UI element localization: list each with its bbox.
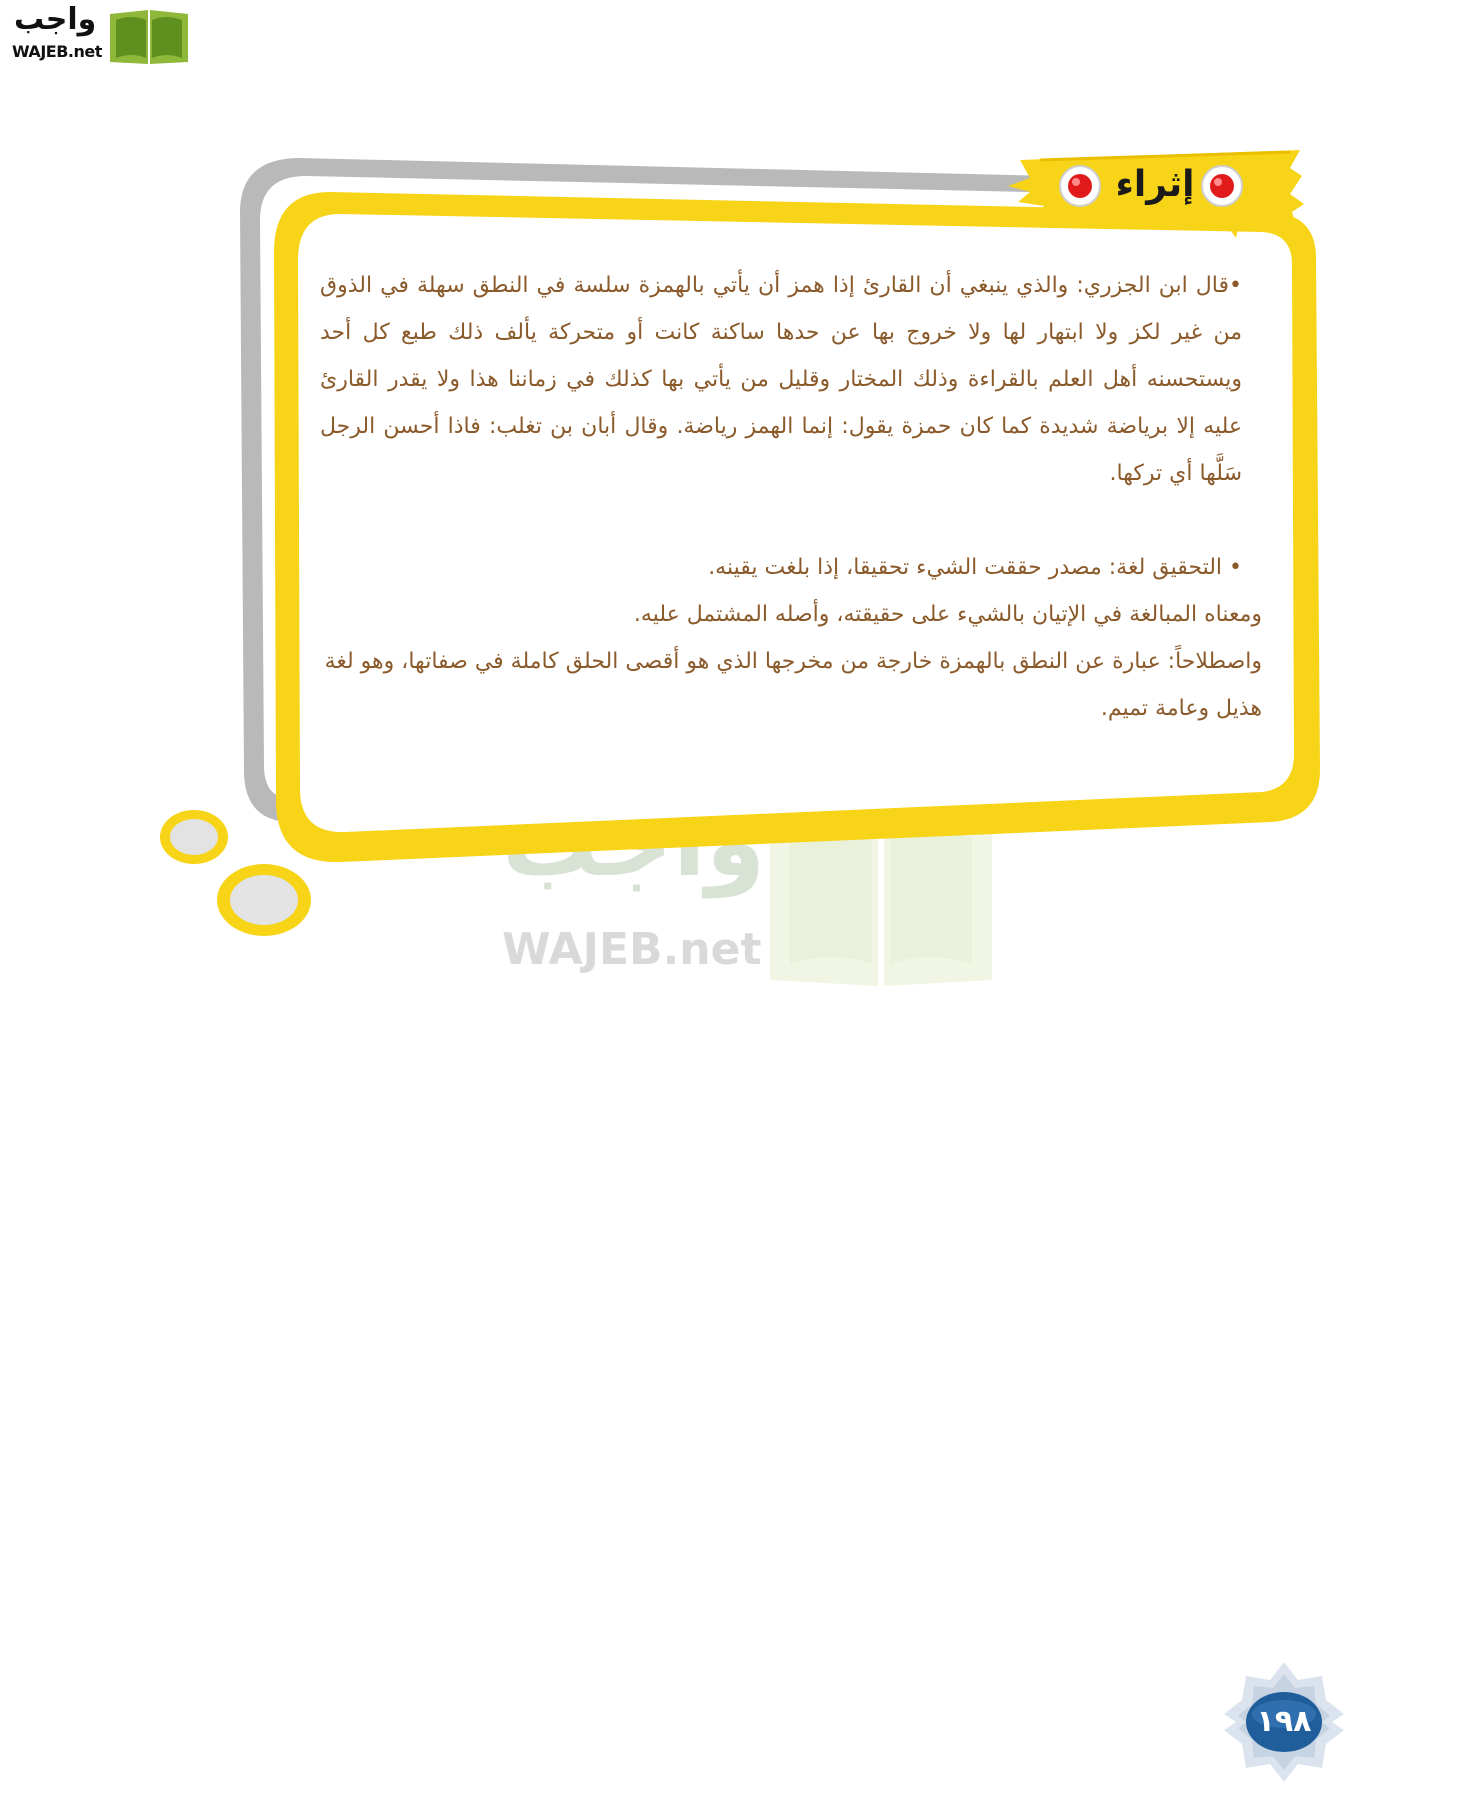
enrichment-content [320, 262, 1262, 732]
red-dot-left-icon [1060, 166, 1100, 206]
box-title: إثراء [1115, 164, 1195, 205]
ibn-jazari-paragraph: •قال ابن الجزري: والذي ينبغي أن القارئ إذا همز أن يأتي بالهمزة سلسة في النطق سهلة في الذوق من غير لكز ولا ابتهار لها ولا خروج بها عن حدها ساكنة كانت أو متحركة يألف ذلك طبع كل أحد ويستحسنه أهل العلم بالقراءة وذلك المختار وقليل من يأتي بها كذلك في زماننا هذا ولا يقدر القارئ عليه إلا برياضة شديدة كما كان حمزة يقول: إنما الهمز رياضة. وقال أبان بن تغلب: فاذا أحسن الرجل سَلَّها أي تركها. [320, 273, 1242, 486]
page-number: ١٩٨ [1256, 1704, 1312, 1739]
watermark-english-text: WAJEB.net [502, 924, 762, 975]
logo-arabic-text: واجب [14, 2, 97, 37]
tahqiq-definition-line: • التحقيق لغة: مصدر حققت الشيء تحقيقا، إذا بلغت يقينه. [708, 555, 1242, 580]
tahqiq-paragraph [320, 544, 1262, 732]
logo-english-text: WAJEB.net [12, 42, 102, 61]
tahqiq-term-line: واصطلاحاً: عبارة عن النطق بالهمزة خارجة من مخرجها الذي هو أقصى الحلق كاملة في صفاتها، وهو لغة هذيل وعامة تميم. [324, 649, 1262, 721]
page-number-badge [1222, 1660, 1346, 1784]
tahqiq-meaning-line: ومعناه المبالغة في الإتيان بالشيء على حقيقته، وأصله المشتمل عليه. [633, 602, 1262, 627]
